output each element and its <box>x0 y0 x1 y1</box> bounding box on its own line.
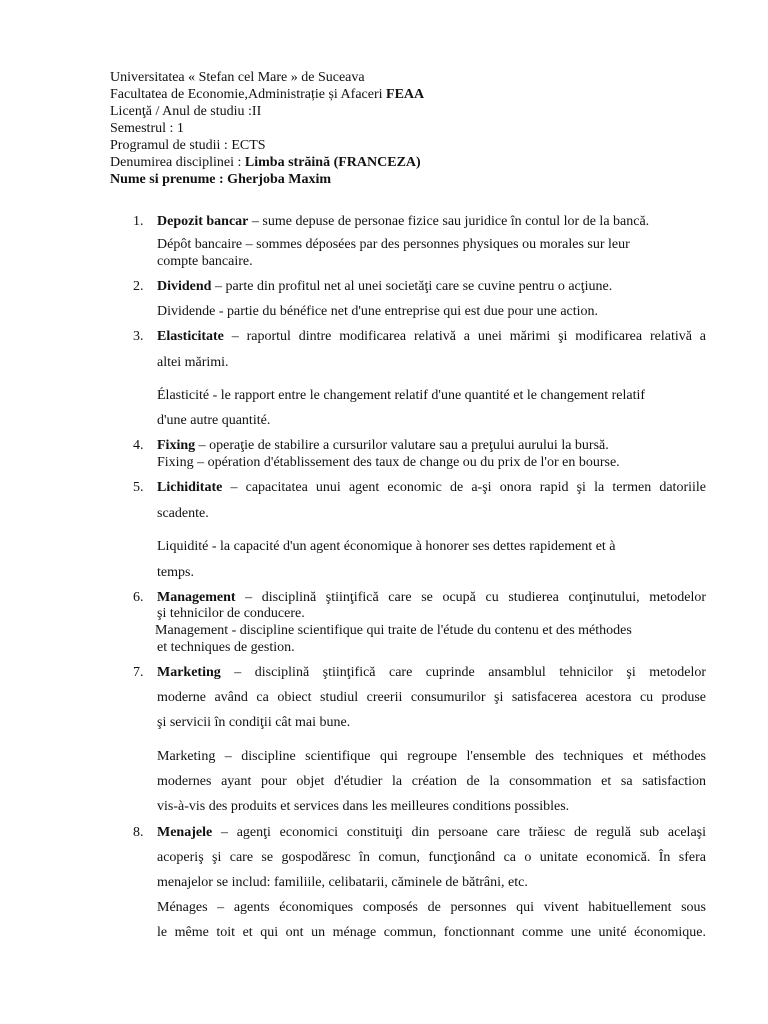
term-fr-line: Élasticité - le rapport entre le changement relatif d'une quantité et le changement relatif <box>157 388 646 403</box>
term-fr-line: Marketing – discipline scientifique qui regroupe l'ensemble des techniques et méthodes <box>157 749 706 764</box>
item-number: 6. <box>133 590 144 605</box>
term-fr-line: Ménages – agents économiques composés de personnes qui vivent habituellement sous <box>157 900 706 915</box>
term-title: Marketing <box>157 665 221 680</box>
item-number: 7. <box>133 665 144 680</box>
term-fr-line: vis-à-vis des produits et services dans les meilleures conditions possibles. <box>157 799 570 814</box>
semester-line: Semestrul : 1 <box>110 121 184 136</box>
term-title: Menajele <box>157 825 213 840</box>
item-number: 5. <box>133 480 144 495</box>
term-ro-line: menajelor se includ: familiile, celibatarii, căminele de bătrâni, etc. <box>157 875 528 890</box>
term-title: Management <box>157 590 236 605</box>
term-ro-line: Fixing – operaţie de stabilire a cursurilor valutare sau a preţului aurului la bursă. <box>157 438 609 453</box>
term-ro-line: Management – disciplină ştiinţifică care se ocupă cu studierea conţinutului, metodelor <box>157 590 706 605</box>
item-number: 4. <box>133 438 144 453</box>
term-title: Dividend <box>157 279 212 294</box>
term-title: Fixing <box>157 438 196 453</box>
study-year-line: Licenţă / Anul de studiu :II <box>110 104 262 119</box>
term-fr-line: Fixing – opération d'établissement des taux de change ou du prix de l'or en bourse. <box>157 455 620 470</box>
term-fr-line: le même toit et qui ont un ménage commun, fonctionnant comme une unité économique. <box>157 925 706 940</box>
term-ro-line: şi servicii în condiţii cât mai bune. <box>157 715 351 730</box>
term-fr-line: Management - discipline scientifique qui traite de l'étude du contenu et des méthodes <box>155 623 632 638</box>
term-ro-line: şi tehnicilor de conducere. <box>157 606 305 621</box>
term-ro-line: moderne având ca obiect studiul creerii consumurilor şi satisfacerea acestora cu produse <box>157 690 706 705</box>
discipline-name: Limba străină (FRANCEZA) <box>244 155 421 170</box>
term-title: Elasticitate <box>157 329 224 344</box>
term-ro-line: acoperiş şi care se gospodăresc în comun, funcţionând ca o unitate economică. În sfera <box>157 850 706 865</box>
term-fr-line: modernes ayant pour objet d'étudier la création de la consommation et sa satisfaction <box>157 774 706 789</box>
university-line: Universitatea « Stefan cel Mare » de Suceava <box>110 70 365 85</box>
term-fr-line: d'une autre quantité. <box>157 413 271 428</box>
faculty-text: Facultatea de Economie,Administrație și Afaceri <box>110 87 387 102</box>
term-fr-line: Liquidité - la capacité d'un agent économique à honorer ses dettes rapidement et à <box>157 539 616 554</box>
item-number: 1. <box>133 214 144 229</box>
term-title: Depozit bancar <box>157 214 249 229</box>
term-ro-line: Menajele – agenţi economici constituiţi din persoane care trăiesc de regulă sub acelaşi <box>157 825 706 840</box>
term-ro-line: Marketing – disciplină ştiinţifică care cuprinde ansamblul tehnicilor şi metodelor <box>157 665 706 680</box>
term-fr-line: Dividende - partie du bénéfice net d'une entreprise qui est due pour une action. <box>157 304 599 319</box>
faculty-abbrev: FEAA <box>386 87 425 102</box>
term-fr-line: temps. <box>157 565 194 580</box>
term-fr-line: et techniques de gestion. <box>157 640 295 655</box>
term-ro-line: Depozit bancar – sume depuse de personae fizice sau juridice în contul lor de la bancă. <box>157 214 650 229</box>
term-fr-line: Dépôt bancaire – sommes déposées par des personnes physiques ou morales sur leur <box>157 237 630 252</box>
student-name-line: Nume si prenume : Gherjoba Maxim <box>110 172 331 187</box>
item-number: 2. <box>133 279 144 294</box>
discipline-label: Denumirea disciplinei : <box>110 155 245 170</box>
term-title: Lichiditate <box>157 480 223 495</box>
term-fr-line: compte bancaire. <box>157 254 253 269</box>
discipline-line <box>110 154 421 171</box>
item-number: 8. <box>133 825 144 840</box>
term-ro-line: scadente. <box>157 506 209 521</box>
faculty-line <box>110 86 424 103</box>
item-number: 3. <box>133 329 144 344</box>
term-ro-line: altei mărimi. <box>157 355 229 370</box>
term-ro-line: Lichiditate – capacitatea unui agent economic de a-şi onora rapid şi la termen datoriile <box>157 480 706 495</box>
term-ro-line: Elasticitate – raportul dintre modificarea relativă a unei mărimi şi modificarea relativă a <box>157 329 706 344</box>
term-ro-line: Dividend – parte din profitul net al unei societăţi care se cuvine pentru o acţiune. <box>157 279 613 294</box>
program-line: Programul de studii : ECTS <box>110 138 266 153</box>
